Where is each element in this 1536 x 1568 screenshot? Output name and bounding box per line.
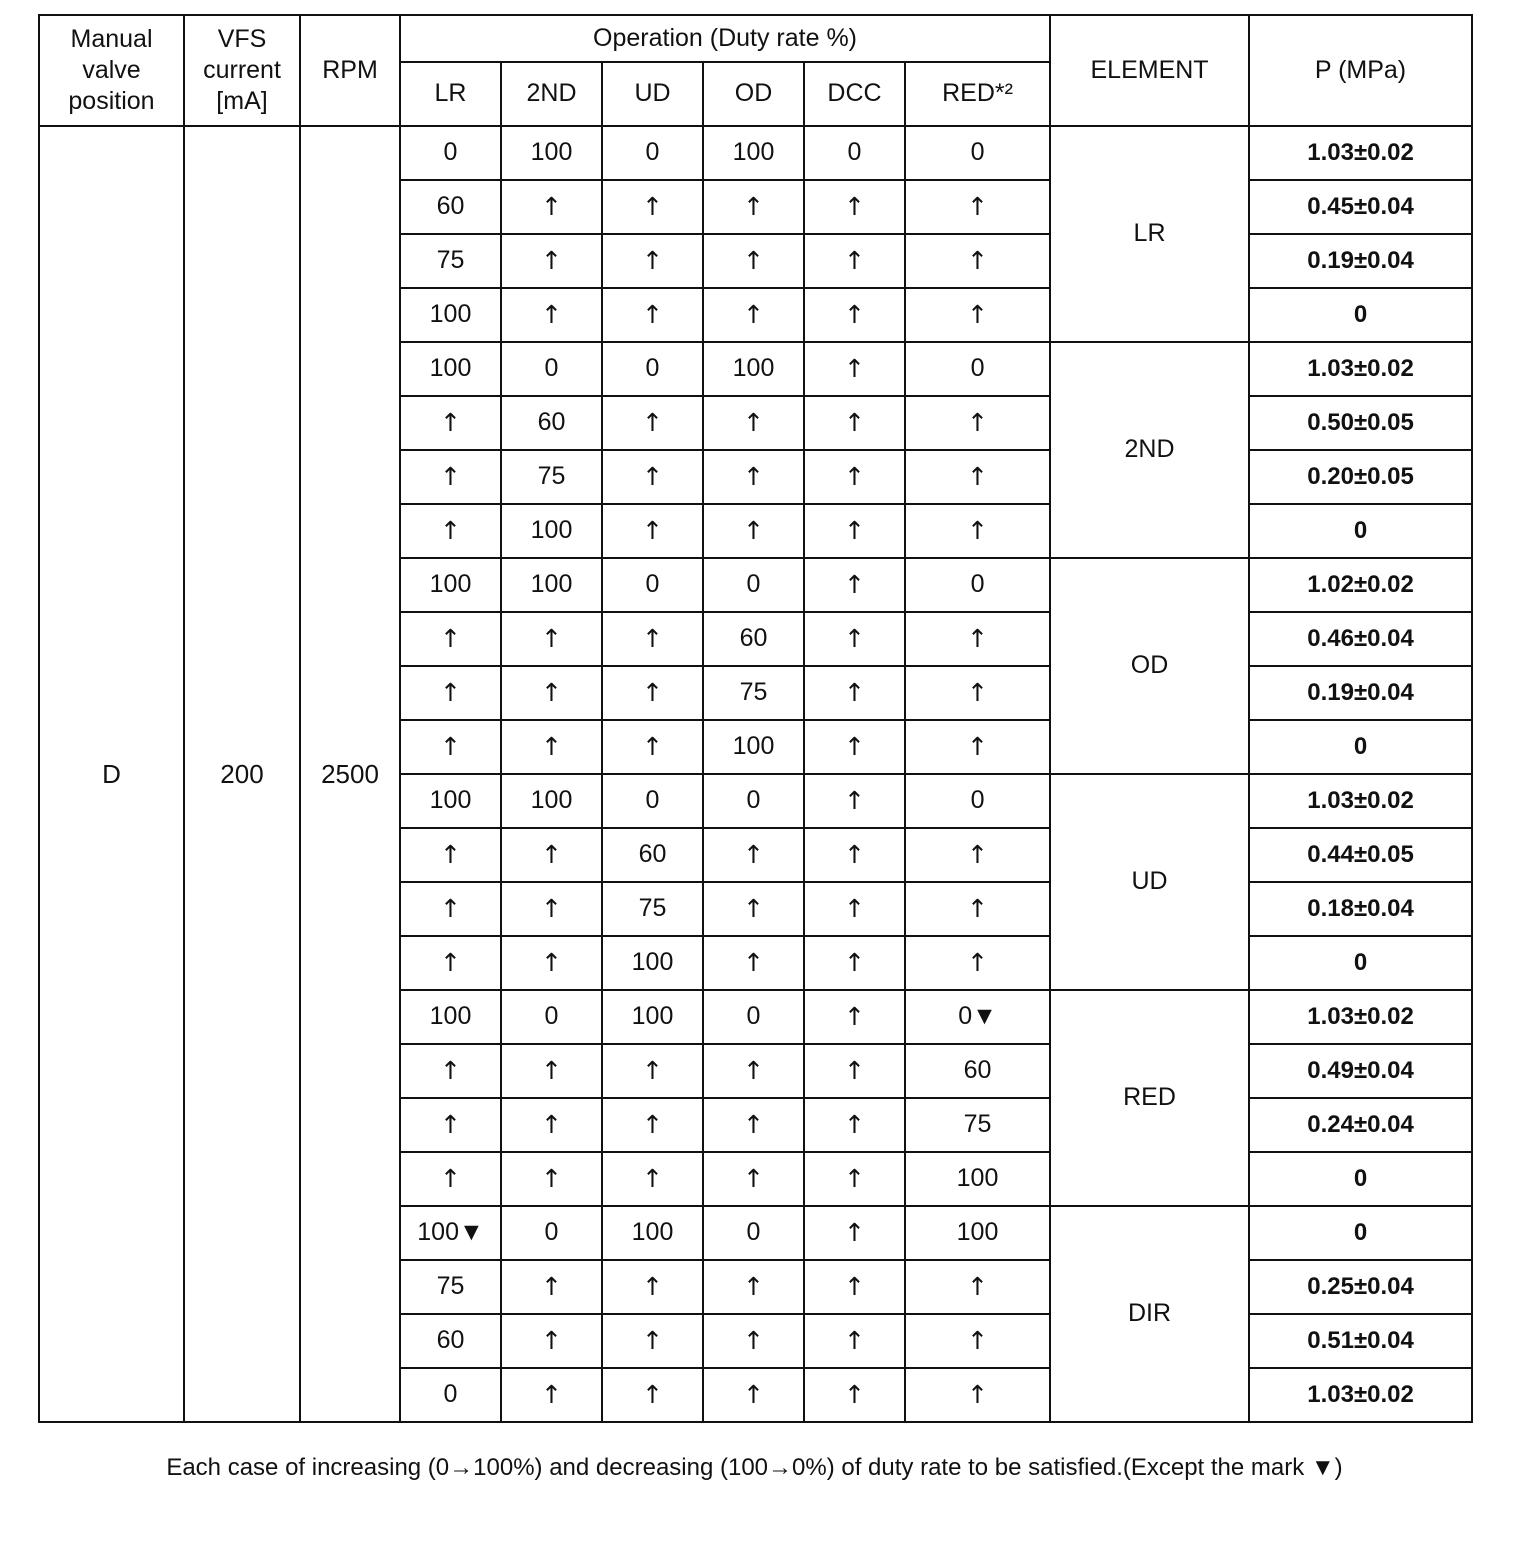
duty-cell-lr: 100 bbox=[400, 288, 501, 342]
duty-cell-lr: ↑ bbox=[400, 396, 501, 450]
duty-cell-red: ↑ bbox=[905, 288, 1050, 342]
element-cell: OD bbox=[1050, 558, 1249, 774]
header-rpm: RPM bbox=[300, 15, 400, 126]
vfs-current-cell: 200 bbox=[184, 126, 300, 1422]
duty-cell-nd2: 0 bbox=[501, 1206, 602, 1260]
duty-cell-dcc: ↑ bbox=[804, 450, 905, 504]
duty-cell-dcc: ↑ bbox=[804, 342, 905, 396]
pressure-cell: 0.46±0.04 bbox=[1249, 612, 1472, 666]
duty-cell-red: ↑ bbox=[905, 1368, 1050, 1422]
pressure-cell: 0.51±0.04 bbox=[1249, 1314, 1472, 1368]
duty-cell-od: ↑ bbox=[703, 504, 804, 558]
duty-cell-od: 100 bbox=[703, 342, 804, 396]
duty-cell-nd2: ↑ bbox=[501, 288, 602, 342]
duty-cell-dcc: ↑ bbox=[804, 504, 905, 558]
duty-cell-lr: ↑ bbox=[400, 666, 501, 720]
duty-cell-nd2: 60 bbox=[501, 396, 602, 450]
element-cell: UD bbox=[1050, 774, 1249, 990]
duty-cell-ud: ↑ bbox=[602, 1098, 703, 1152]
header-operation: Operation (Duty rate %) bbox=[400, 15, 1050, 62]
duty-cell-red: ↑ bbox=[905, 612, 1050, 666]
duty-cell-nd2: ↑ bbox=[501, 180, 602, 234]
header-dcc: DCC bbox=[804, 62, 905, 126]
header-manual-valve: Manual valve position bbox=[39, 15, 184, 126]
duty-cell-dcc: ↑ bbox=[804, 720, 905, 774]
header-pressure: P (MPa) bbox=[1249, 15, 1472, 126]
duty-cell-od: ↑ bbox=[703, 936, 804, 990]
duty-cell-red: ↑ bbox=[905, 1314, 1050, 1368]
header-red: RED*² bbox=[905, 62, 1050, 126]
duty-cell-lr: ↑ bbox=[400, 450, 501, 504]
duty-cell-dcc: ↑ bbox=[804, 612, 905, 666]
duty-cell-nd2: ↑ bbox=[501, 1368, 602, 1422]
duty-cell-ud: 0 bbox=[602, 126, 703, 180]
duty-cell-red: ↑ bbox=[905, 180, 1050, 234]
duty-cell-ud: ↑ bbox=[602, 180, 703, 234]
duty-cell-red: 0 bbox=[905, 558, 1050, 612]
pressure-cell: 0.20±0.05 bbox=[1249, 450, 1472, 504]
duty-cell-od: 100 bbox=[703, 126, 804, 180]
duty-cell-ud: 0 bbox=[602, 558, 703, 612]
duty-cell-dcc: ↑ bbox=[804, 234, 905, 288]
duty-cell-nd2: 0 bbox=[501, 990, 602, 1044]
duty-cell-nd2: ↑ bbox=[501, 936, 602, 990]
duty-cell-lr: ↑ bbox=[400, 882, 501, 936]
duty-cell-red: ↑ bbox=[905, 720, 1050, 774]
duty-cell-ud: ↑ bbox=[602, 234, 703, 288]
duty-cell-od: 100 bbox=[703, 720, 804, 774]
duty-cell-lr: ↑ bbox=[400, 720, 501, 774]
element-cell: RED bbox=[1050, 990, 1249, 1206]
pressure-cell: 0 bbox=[1249, 720, 1472, 774]
duty-cell-ud: ↑ bbox=[602, 396, 703, 450]
duty-cell-ud: 100 bbox=[602, 1206, 703, 1260]
duty-cell-od: ↑ bbox=[703, 180, 804, 234]
duty-cell-ud: 75 bbox=[602, 882, 703, 936]
element-cell: 2ND bbox=[1050, 342, 1249, 558]
duty-cell-red: 60 bbox=[905, 1044, 1050, 1098]
header-2nd: 2ND bbox=[501, 62, 602, 126]
duty-cell-nd2: ↑ bbox=[501, 720, 602, 774]
duty-cell-lr: 75 bbox=[400, 234, 501, 288]
duty-cell-lr: ↑ bbox=[400, 612, 501, 666]
header-lr: LR bbox=[400, 62, 501, 126]
duty-cell-dcc: ↑ bbox=[804, 1314, 905, 1368]
duty-cell-od: ↑ bbox=[703, 1098, 804, 1152]
duty-cell-dcc: ↑ bbox=[804, 882, 905, 936]
duty-cell-ud: 60 bbox=[602, 828, 703, 882]
duty-cell-lr: 100 bbox=[400, 342, 501, 396]
duty-cell-lr: 100 bbox=[400, 558, 501, 612]
pressure-cell: 0 bbox=[1249, 504, 1472, 558]
duty-cell-ud: ↑ bbox=[602, 1044, 703, 1098]
duty-cell-red: 0▼ bbox=[905, 990, 1050, 1044]
duty-cell-nd2: 100 bbox=[501, 126, 602, 180]
duty-cell-od: ↑ bbox=[703, 1314, 804, 1368]
pressure-cell: 1.03±0.02 bbox=[1249, 1368, 1472, 1422]
duty-cell-lr: 100 bbox=[400, 990, 501, 1044]
pressure-cell: 0 bbox=[1249, 1206, 1472, 1260]
pressure-cell: 0 bbox=[1249, 936, 1472, 990]
duty-cell-od: ↑ bbox=[703, 882, 804, 936]
duty-cell-lr: ↑ bbox=[400, 936, 501, 990]
duty-cell-ud: ↑ bbox=[602, 720, 703, 774]
duty-cell-od: ↑ bbox=[703, 1044, 804, 1098]
duty-cell-dcc: ↑ bbox=[804, 1260, 905, 1314]
duty-cell-ud: 100 bbox=[602, 990, 703, 1044]
duty-cell-red: ↑ bbox=[905, 936, 1050, 990]
duty-cell-lr: 0 bbox=[400, 126, 501, 180]
duty-cell-nd2: ↑ bbox=[501, 1260, 602, 1314]
duty-cell-dcc: ↑ bbox=[804, 1368, 905, 1422]
duty-cell-lr: ↑ bbox=[400, 828, 501, 882]
rpm-cell: 2500 bbox=[300, 126, 400, 1422]
duty-cell-nd2: 100 bbox=[501, 774, 602, 828]
duty-cell-od: ↑ bbox=[703, 828, 804, 882]
header-element: ELEMENT bbox=[1050, 15, 1249, 126]
duty-cell-nd2: ↑ bbox=[501, 234, 602, 288]
duty-cell-dcc: ↑ bbox=[804, 828, 905, 882]
duty-cell-ud: 0 bbox=[602, 774, 703, 828]
pressure-cell: 0 bbox=[1249, 288, 1472, 342]
duty-cell-red: ↑ bbox=[905, 396, 1050, 450]
duty-cell-dcc: ↑ bbox=[804, 1044, 905, 1098]
duty-cell-lr: 100 bbox=[400, 774, 501, 828]
duty-cell-dcc: ↑ bbox=[804, 1206, 905, 1260]
duty-cell-lr: 100▼ bbox=[400, 1206, 501, 1260]
duty-cell-nd2: ↑ bbox=[501, 1098, 602, 1152]
duty-cell-nd2: 75 bbox=[501, 450, 602, 504]
duty-cell-od: ↑ bbox=[703, 450, 804, 504]
table-row bbox=[39, 126, 1472, 180]
pressure-cell: 1.03±0.02 bbox=[1249, 126, 1472, 180]
duty-cell-lr: ↑ bbox=[400, 1044, 501, 1098]
duty-cell-dcc: ↑ bbox=[804, 1098, 905, 1152]
duty-cell-red: ↑ bbox=[905, 234, 1050, 288]
duty-cell-red: 0 bbox=[905, 774, 1050, 828]
duty-cell-lr: 75 bbox=[400, 1260, 501, 1314]
pressure-cell: 0.18±0.04 bbox=[1249, 882, 1472, 936]
pressure-cell: 0.44±0.05 bbox=[1249, 828, 1472, 882]
duty-cell-nd2: 0 bbox=[501, 342, 602, 396]
duty-cell-od: 75 bbox=[703, 666, 804, 720]
duty-cell-lr: ↑ bbox=[400, 504, 501, 558]
duty-cell-red: 100 bbox=[905, 1152, 1050, 1206]
duty-cell-lr: ↑ bbox=[400, 1098, 501, 1152]
duty-cell-ud: ↑ bbox=[602, 666, 703, 720]
duty-cell-od: ↑ bbox=[703, 288, 804, 342]
duty-cell-od: 0 bbox=[703, 558, 804, 612]
pressure-cell: 1.03±0.02 bbox=[1249, 342, 1472, 396]
pressure-cell: 0.19±0.04 bbox=[1249, 666, 1472, 720]
manual-valve-cell: D bbox=[39, 126, 184, 1422]
duty-cell-red: ↑ bbox=[905, 828, 1050, 882]
pressure-cell: 1.03±0.02 bbox=[1249, 990, 1472, 1044]
duty-cell-od: 60 bbox=[703, 612, 804, 666]
duty-cell-ud: ↑ bbox=[602, 1152, 703, 1206]
pressure-cell: 0.49±0.04 bbox=[1249, 1044, 1472, 1098]
duty-cell-red: 0 bbox=[905, 126, 1050, 180]
duty-cell-red: 0 bbox=[905, 342, 1050, 396]
duty-cell-ud: ↑ bbox=[602, 288, 703, 342]
duty-cell-nd2: ↑ bbox=[501, 612, 602, 666]
pressure-cell: 0.45±0.04 bbox=[1249, 180, 1472, 234]
duty-cell-nd2: 100 bbox=[501, 504, 602, 558]
duty-cell-lr: 60 bbox=[400, 1314, 501, 1368]
duty-cell-lr: 60 bbox=[400, 180, 501, 234]
duty-cell-lr: ↑ bbox=[400, 1152, 501, 1206]
duty-cell-ud: ↑ bbox=[602, 450, 703, 504]
duty-cell-od: 0 bbox=[703, 990, 804, 1044]
duty-cell-ud: 100 bbox=[602, 936, 703, 990]
pressure-cell: 0.19±0.04 bbox=[1249, 234, 1472, 288]
duty-cell-dcc: ↑ bbox=[804, 558, 905, 612]
duty-cell-dcc: ↑ bbox=[804, 288, 905, 342]
header-od: OD bbox=[703, 62, 804, 126]
duty-cell-od: 0 bbox=[703, 1206, 804, 1260]
table-body bbox=[39, 126, 1472, 1422]
element-cell: LR bbox=[1050, 126, 1249, 342]
duty-cell-dcc: ↑ bbox=[804, 396, 905, 450]
header-vfs-current: VFS current [mA] bbox=[184, 15, 300, 126]
duty-cell-od: ↑ bbox=[703, 1368, 804, 1422]
duty-cell-red: ↑ bbox=[905, 450, 1050, 504]
pressure-cell: 0.25±0.04 bbox=[1249, 1260, 1472, 1314]
duty-cell-ud: ↑ bbox=[602, 504, 703, 558]
duty-cell-od: 0 bbox=[703, 774, 804, 828]
duty-cell-ud: ↑ bbox=[602, 1314, 703, 1368]
pressure-cell: 0.24±0.04 bbox=[1249, 1098, 1472, 1152]
duty-cell-red: 100 bbox=[905, 1206, 1050, 1260]
duty-cell-nd2: ↑ bbox=[501, 828, 602, 882]
pressure-cell: 1.02±0.02 bbox=[1249, 558, 1472, 612]
duty-cell-ud: ↑ bbox=[602, 1368, 703, 1422]
duty-cell-nd2: 100 bbox=[501, 558, 602, 612]
duty-cell-lr: 0 bbox=[400, 1368, 501, 1422]
duty-cell-dcc: ↑ bbox=[804, 774, 905, 828]
duty-cell-od: ↑ bbox=[703, 234, 804, 288]
duty-cell-dcc: ↑ bbox=[804, 180, 905, 234]
duty-cell-red: ↑ bbox=[905, 666, 1050, 720]
duty-cell-od: ↑ bbox=[703, 1260, 804, 1314]
duty-cell-ud: ↑ bbox=[602, 1260, 703, 1314]
duty-cell-dcc: 0 bbox=[804, 126, 905, 180]
duty-cell-nd2: ↑ bbox=[501, 1152, 602, 1206]
element-cell: DIR bbox=[1050, 1206, 1249, 1422]
duty-cell-red: 75 bbox=[905, 1098, 1050, 1152]
duty-cell-dcc: ↑ bbox=[804, 1152, 905, 1206]
pressure-cell: 1.03±0.02 bbox=[1249, 774, 1472, 828]
duty-rate-table bbox=[38, 14, 1473, 1423]
duty-cell-dcc: ↑ bbox=[804, 666, 905, 720]
duty-cell-dcc: ↑ bbox=[804, 990, 905, 1044]
duty-cell-nd2: ↑ bbox=[501, 666, 602, 720]
duty-cell-od: ↑ bbox=[703, 1152, 804, 1206]
footnote: Each case of increasing (0→100%) and decreasing (100→0%) of duty rate to be satisfied.(Except the mark ▼) bbox=[166, 1454, 1343, 1481]
duty-cell-red: ↑ bbox=[905, 1260, 1050, 1314]
pressure-cell: 0 bbox=[1249, 1152, 1472, 1206]
duty-cell-dcc: ↑ bbox=[804, 936, 905, 990]
duty-cell-nd2: ↑ bbox=[501, 1044, 602, 1098]
duty-cell-ud: ↑ bbox=[602, 612, 703, 666]
duty-cell-red: ↑ bbox=[905, 882, 1050, 936]
duty-cell-nd2: ↑ bbox=[501, 882, 602, 936]
duty-cell-od: ↑ bbox=[703, 396, 804, 450]
pressure-cell: 0.50±0.05 bbox=[1249, 396, 1472, 450]
header-ud: UD bbox=[602, 62, 703, 126]
duty-cell-nd2: ↑ bbox=[501, 1314, 602, 1368]
duty-cell-ud: 0 bbox=[602, 342, 703, 396]
duty-cell-red: ↑ bbox=[905, 504, 1050, 558]
